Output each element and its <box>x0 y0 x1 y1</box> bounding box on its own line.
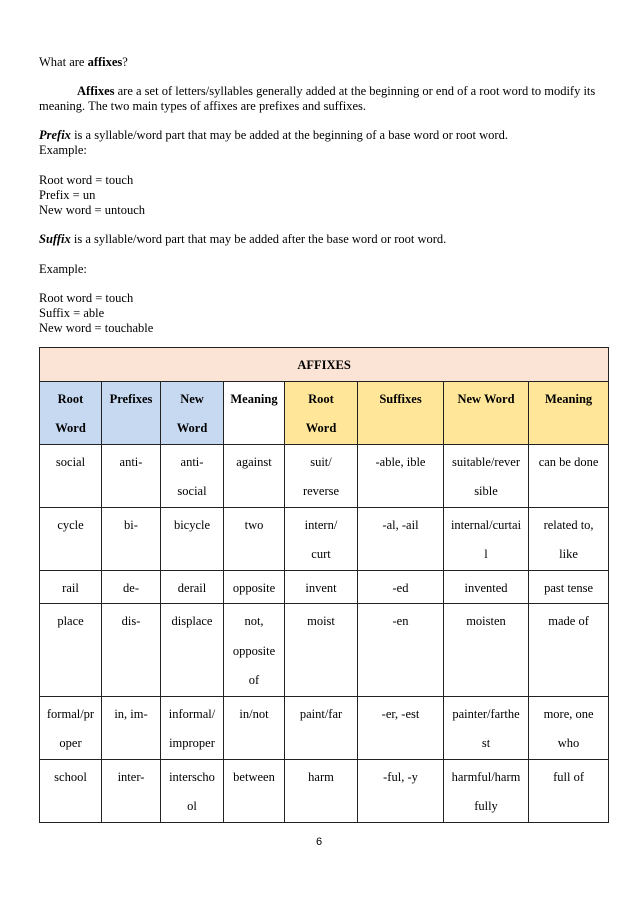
affix-definition-text: are a set of letters/syllables generally added at the beginning or end of a root word to modify its meaning. The two main types of affixes are prefixes and suffixes. <box>39 84 596 113</box>
table-cell: dis- <box>102 604 161 697</box>
table-cell: anti- <box>102 444 161 507</box>
suffix-term: Suffix <box>39 232 71 246</box>
question-mark: ? <box>122 55 128 69</box>
table-cell: harm <box>285 759 358 822</box>
affix-term: Affixes <box>77 84 115 98</box>
suffix-example-label: Example: <box>39 262 87 276</box>
suffix-definition <box>39 232 607 247</box>
table-cell: invented <box>444 570 529 604</box>
table-cell: cycle <box>40 507 102 570</box>
table-cell: -al, -ail <box>358 507 444 570</box>
question-line <box>39 55 607 70</box>
table-row <box>40 759 609 822</box>
prefix-example-line: Root word = touch <box>39 173 134 187</box>
table-cell: moist <box>285 604 358 697</box>
suffix-example-line: Root word = touch <box>39 291 134 305</box>
table-cell: more, one who <box>529 696 609 759</box>
table-cell: -er, -est <box>358 696 444 759</box>
page-number: 6 <box>315 836 323 848</box>
table-cell: suit/ reverse <box>285 444 358 507</box>
table-cell: -able, ible <box>358 444 444 507</box>
table-cell: -ed <box>358 570 444 604</box>
table-cell: can be done <box>529 444 609 507</box>
table-title: AFFIXES <box>40 348 609 382</box>
question-text: What are <box>39 55 88 69</box>
header-new-word: New Word <box>161 381 224 444</box>
header-root-word: Root Word <box>285 381 358 444</box>
table-cell: derail <box>161 570 224 604</box>
table-cell: painter/farthe st <box>444 696 529 759</box>
table-cell: displace <box>161 604 224 697</box>
table-cell: bi- <box>102 507 161 570</box>
table-cell: harmful/harm fully <box>444 759 529 822</box>
suffix-definition-text: is a syllable/word part that may be added after the base word or root word. <box>70 232 447 246</box>
table-row <box>40 604 609 697</box>
table-row <box>40 570 609 604</box>
table-cell: anti- social <box>161 444 224 507</box>
question-term: affixes <box>87 55 123 69</box>
prefix-example-label: Example: <box>39 143 87 157</box>
affix-definition <box>39 84 607 114</box>
header-meaning: Meaning <box>224 381 285 444</box>
prefix-example-line: New word = untouch <box>39 203 145 217</box>
table-cell: not, opposite of <box>224 604 285 697</box>
table-cell: against <box>224 444 285 507</box>
header-root-word: Root Word <box>40 381 102 444</box>
table-cell: full of <box>529 759 609 822</box>
table-row <box>40 696 609 759</box>
table-cell: interscho ol <box>161 759 224 822</box>
table-cell: de- <box>102 570 161 604</box>
prefix-example-line: Prefix = un <box>39 188 96 202</box>
table-cell: -ful, -y <box>358 759 444 822</box>
table-row <box>40 507 609 570</box>
table-cell: bicycle <box>161 507 224 570</box>
table-row <box>40 444 609 507</box>
table-cell: suitable/rever sible <box>444 444 529 507</box>
table-cell: paint/far <box>285 696 358 759</box>
table-cell: social <box>40 444 102 507</box>
table-cell: moisten <box>444 604 529 697</box>
table-cell: informal/ improper <box>161 696 224 759</box>
table-cell: in/not <box>224 696 285 759</box>
suffix-example-line: New word = touchable <box>39 321 154 335</box>
table-cell: between <box>224 759 285 822</box>
table-cell: school <box>40 759 102 822</box>
prefix-definition-text: is a syllable/word part that may be added at the beginning of a base word or root word. <box>70 128 508 142</box>
suffix-example-line: Suffix = able <box>39 306 105 320</box>
table-cell: inter- <box>102 759 161 822</box>
table-cell: formal/pr oper <box>40 696 102 759</box>
prefix-definition <box>39 128 607 143</box>
table-cell: intern/ curt <box>285 507 358 570</box>
header-prefixes: Prefixes <box>102 381 161 444</box>
table-header-row <box>40 381 609 444</box>
table-cell: in, im- <box>102 696 161 759</box>
table-cell: two <box>224 507 285 570</box>
prefix-term: Prefix <box>39 128 71 142</box>
table-cell: made of <box>529 604 609 697</box>
header-suffixes: Suffixes <box>358 381 444 444</box>
header-meaning: Meaning <box>529 381 609 444</box>
table-cell: rail <box>40 570 102 604</box>
affixes-table <box>39 347 609 823</box>
table-cell: -en <box>358 604 444 697</box>
table-cell: past tense <box>529 570 609 604</box>
header-new-word: New Word <box>444 381 529 444</box>
table-cell: related to, like <box>529 507 609 570</box>
table-cell: invent <box>285 570 358 604</box>
table-cell: opposite <box>224 570 285 604</box>
table-cell: place <box>40 604 102 697</box>
table-cell: internal/curtai l <box>444 507 529 570</box>
table-title-row <box>40 348 609 382</box>
